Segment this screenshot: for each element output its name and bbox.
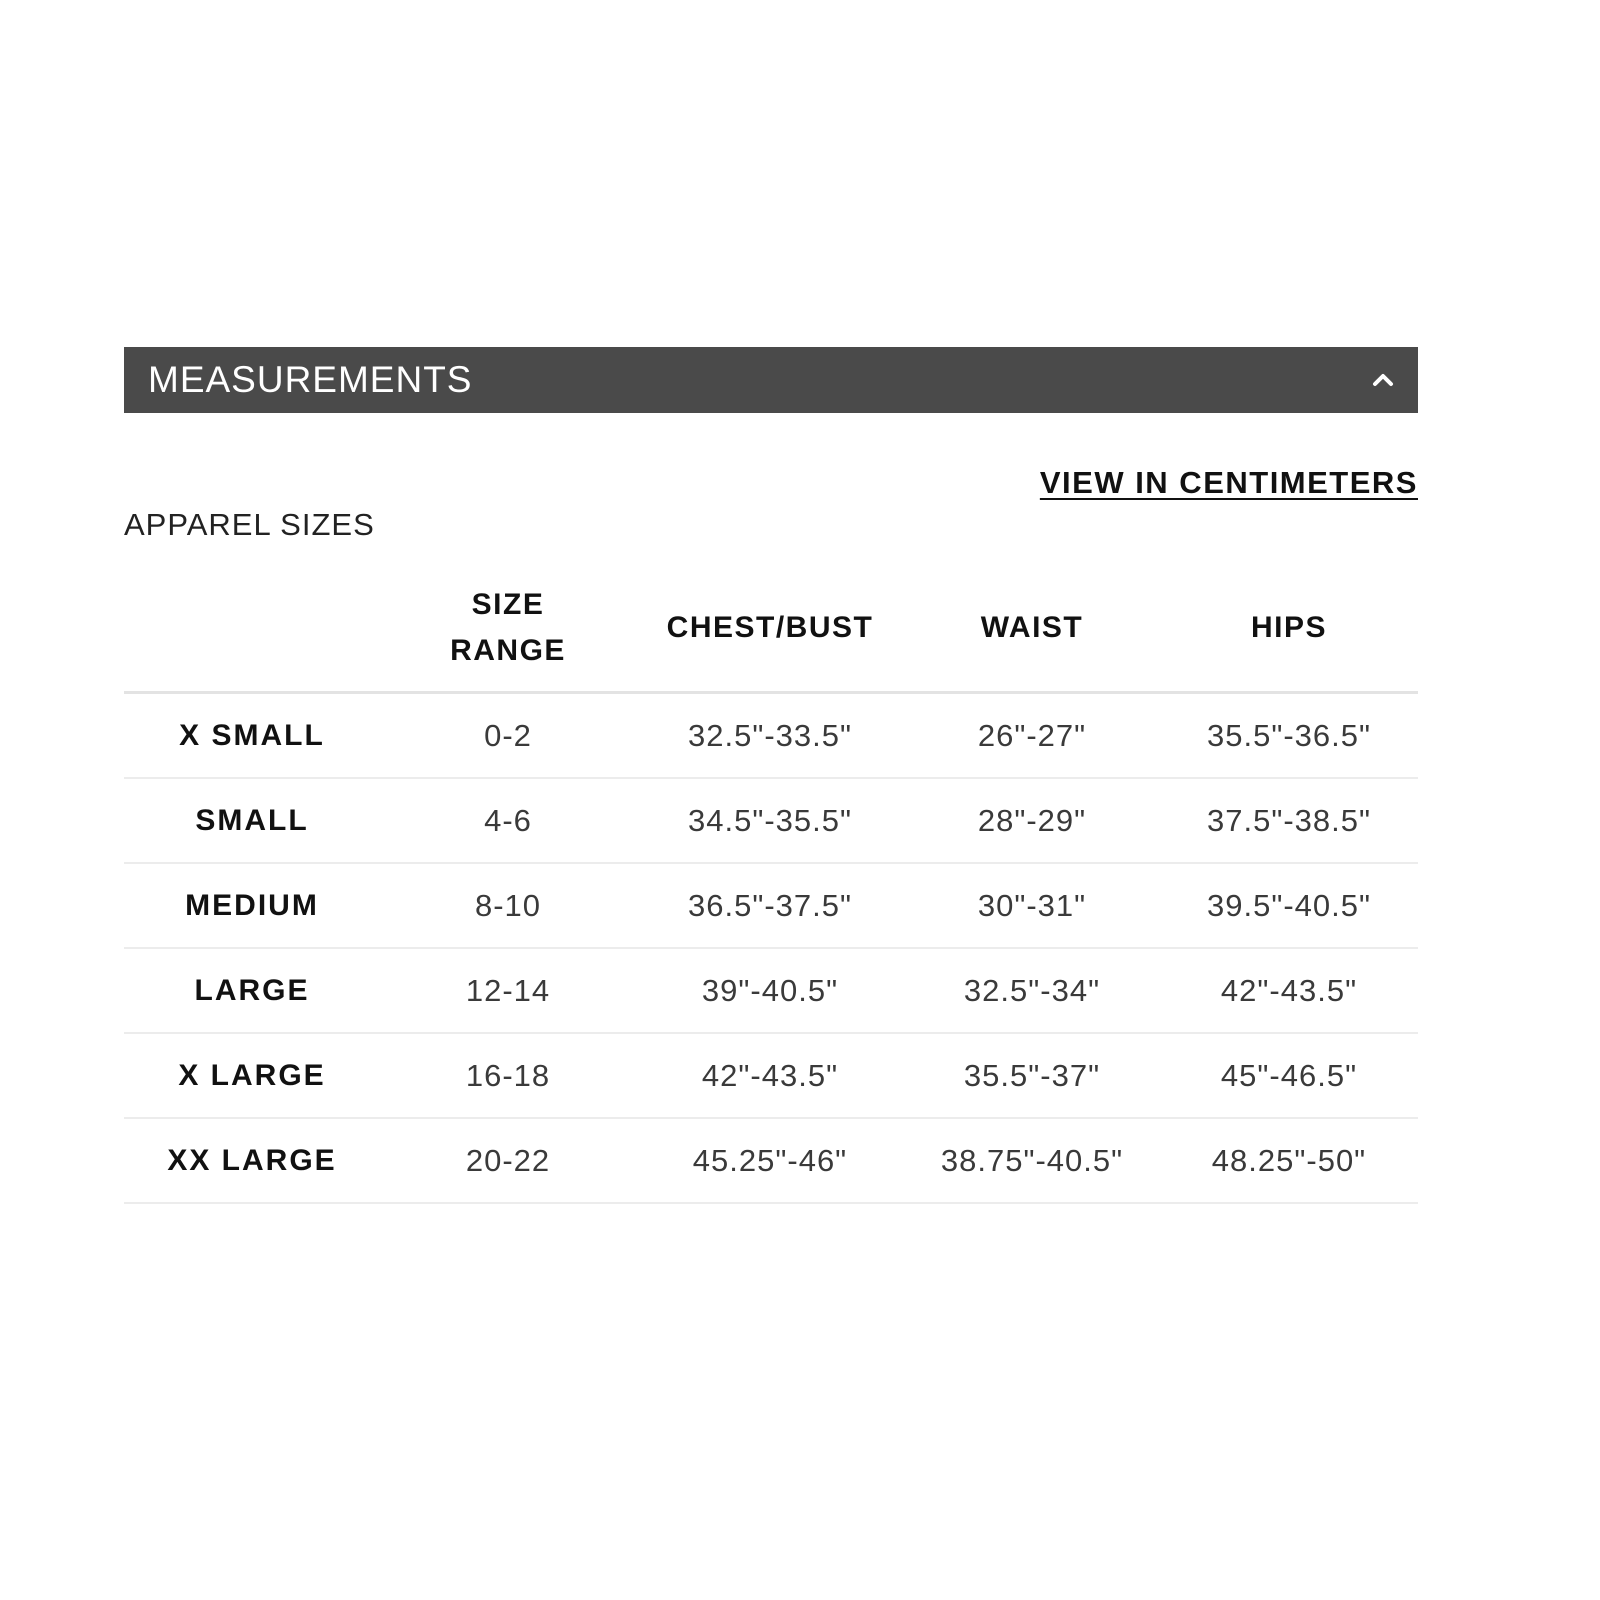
column-header-hips: HIPS bbox=[1160, 565, 1418, 693]
chevron-up-icon[interactable] bbox=[1370, 367, 1396, 393]
table-row bbox=[124, 778, 1418, 863]
table-row bbox=[124, 863, 1418, 948]
column-header-size bbox=[124, 565, 380, 693]
chest-cell: 42"-43.5" bbox=[636, 1033, 904, 1118]
size-range-cell: 0-2 bbox=[380, 693, 636, 779]
waist-cell: 35.5"-37" bbox=[904, 1033, 1160, 1118]
waist-cell: 38.75"-40.5" bbox=[904, 1118, 1160, 1203]
chest-cell: 32.5"-33.5" bbox=[636, 693, 904, 779]
unit-row bbox=[124, 413, 1418, 542]
column-header-size-range bbox=[380, 565, 636, 693]
measurements-accordion-header[interactable] bbox=[124, 347, 1418, 413]
view-in-centimeters-link[interactable]: VIEW IN CENTIMETERS bbox=[1039, 465, 1418, 500]
size-name-cell: LARGE bbox=[124, 948, 380, 1033]
size-name-cell: X SMALL bbox=[124, 693, 380, 779]
hips-cell: 48.25"-50" bbox=[1160, 1118, 1418, 1203]
size-name-cell: SMALL bbox=[124, 778, 380, 863]
size-range-cell: 16-18 bbox=[380, 1033, 636, 1118]
apparel-sizes-label: APPAREL SIZES bbox=[124, 507, 375, 542]
size-range-cell: 12-14 bbox=[380, 948, 636, 1033]
accordion-title: MEASUREMENTS bbox=[148, 359, 473, 400]
table-header-row bbox=[124, 565, 1418, 693]
size-name-cell: X LARGE bbox=[124, 1033, 380, 1118]
hips-cell: 42"-43.5" bbox=[1160, 948, 1418, 1033]
size-name-cell: XX LARGE bbox=[124, 1118, 380, 1203]
waist-cell: 32.5"-34" bbox=[904, 948, 1160, 1033]
chest-cell: 34.5"-35.5" bbox=[636, 778, 904, 863]
size-chart-table bbox=[124, 565, 1418, 1204]
chest-cell: 39"-40.5" bbox=[636, 948, 904, 1033]
size-name-cell: MEDIUM bbox=[124, 863, 380, 948]
hips-cell: 35.5"-36.5" bbox=[1160, 693, 1418, 779]
waist-cell: 26"-27" bbox=[904, 693, 1160, 779]
size-range-cell: 8-10 bbox=[380, 863, 636, 948]
size-range-cell: 20-22 bbox=[380, 1118, 636, 1203]
size-range-header-text: SIZE RANGE bbox=[450, 588, 566, 667]
hips-cell: 45"-46.5" bbox=[1160, 1033, 1418, 1118]
size-range-cell: 4-6 bbox=[380, 778, 636, 863]
column-header-chest-bust: CHEST/BUST bbox=[636, 565, 904, 693]
table-row bbox=[124, 693, 1418, 779]
table-row bbox=[124, 1033, 1418, 1118]
waist-cell: 30"-31" bbox=[904, 863, 1160, 948]
column-header-waist: WAIST bbox=[904, 565, 1160, 693]
table-row bbox=[124, 948, 1418, 1033]
hips-cell: 37.5"-38.5" bbox=[1160, 778, 1418, 863]
hips-cell: 39.5"-40.5" bbox=[1160, 863, 1418, 948]
chest-cell: 36.5"-37.5" bbox=[636, 863, 904, 948]
waist-cell: 28"-29" bbox=[904, 778, 1160, 863]
chest-cell: 45.25"-46" bbox=[636, 1118, 904, 1203]
measurements-panel bbox=[124, 347, 1418, 1178]
table-row bbox=[124, 1118, 1418, 1203]
